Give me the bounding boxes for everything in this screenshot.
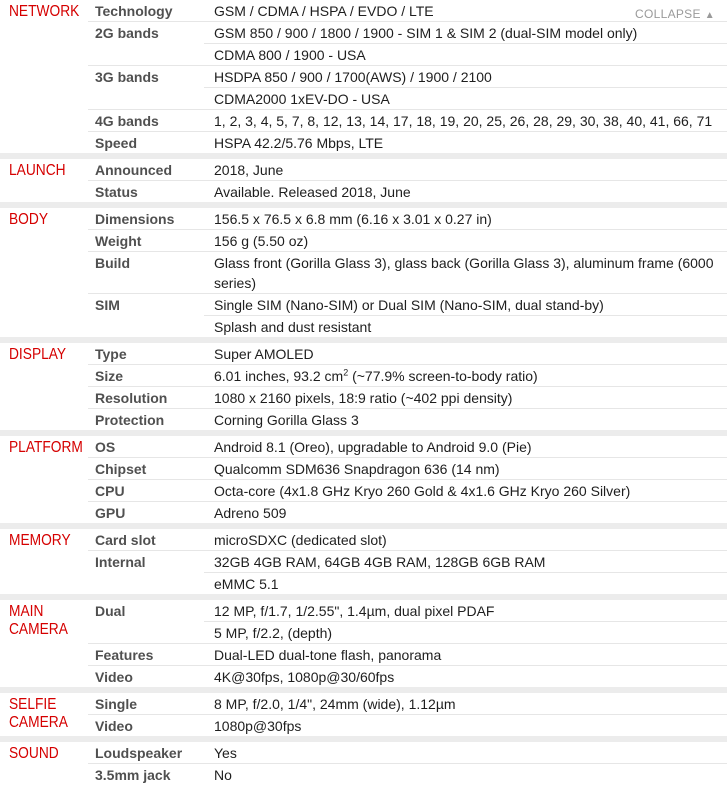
spec-value: 156.5 x 76.5 x 6.8 mm (6.16 x 3.01 x 0.27 in) [214,211,492,227]
spec-section-network [0,0,727,159]
spec-row [88,0,727,21]
spec-value: Splash and dust resistant [204,315,727,337]
spec-value: Super AMOLED [214,346,314,362]
spec-row [88,693,727,714]
spec-row [88,21,727,65]
spec-row [88,131,727,153]
spec-row [88,251,727,293]
spec-label[interactable]: Features [95,647,154,663]
spec-row [88,208,727,229]
spec-value: 5 MP, f/2.2, (depth) [204,621,727,643]
spec-rows [88,343,727,430]
spec-value: Available. Released 2018, June [214,184,411,200]
spec-value: GSM 850 / 900 / 1800 / 1900 - SIM 1 & SIM 2 (dual-SIM model only) [214,25,638,41]
section-title[interactable]: BODY [9,211,48,228]
spec-row [88,364,727,386]
spec-section-sound [0,742,727,785]
spec-values [204,132,727,153]
spec-section-platform [0,436,727,529]
spec-label[interactable]: OS [95,439,116,455]
spec-values [204,502,727,523]
spec-rows [88,159,727,202]
spec-row [88,109,727,131]
spec-row [88,343,727,364]
spec-label[interactable]: Announced [95,162,172,178]
spec-section-memory [0,529,727,600]
spec-value: Qualcomm SDM636 Snapdragon 636 (14 nm) [214,461,500,477]
spec-label[interactable]: Technology [95,3,173,19]
spec-row [88,600,727,643]
spec-rows [88,436,727,523]
spec-values [204,230,727,251]
spec-values [204,365,727,386]
spec-values [204,159,727,180]
spec-rows [88,742,727,785]
spec-label[interactable]: Single [95,696,138,712]
spec-values [204,110,727,131]
spec-values [204,666,727,687]
spec-label[interactable]: Status [95,184,138,200]
spec-label[interactable]: Resolution [95,390,168,406]
spec-label[interactable]: Video [95,718,133,734]
spec-value: 2018, June [214,162,284,178]
spec-row [88,229,727,251]
spec-label[interactable]: 3.5mm jack [95,767,171,783]
spec-value: Adreno 509 [214,505,287,521]
spec-section-selfie-camera [0,693,727,742]
spec-label[interactable]: Dimensions [95,211,175,227]
spec-section-body [0,208,727,343]
spec-label[interactable]: Internal [95,554,146,570]
spec-value: HSDPA 850 / 900 / 1700(AWS) / 1900 / 2100 [214,69,492,85]
section-title[interactable]: MAIN CAMERA [9,603,68,638]
spec-row [88,386,727,408]
chevron-up-icon: ▲ [704,10,715,21]
spec-row [88,293,727,337]
spec-value: 32GB 4GB RAM, 64GB 4GB RAM, 128GB 6GB RAM [214,554,546,570]
spec-values [204,551,727,594]
section-title[interactable]: PLATFORM [9,439,83,456]
spec-values [204,644,727,665]
spec-rows [88,600,727,687]
spec-label[interactable]: Type [95,346,127,362]
spec-values [204,294,727,337]
spec-row [88,408,727,430]
section-title[interactable]: SELFIE CAMERA [9,696,68,731]
spec-label[interactable]: 2G bands [95,25,159,41]
spec-row [88,550,727,594]
spec-value: 8 MP, f/2.0, 1/4", 24mm (wide), 1.12µm [214,696,456,712]
spec-value: GSM / CDMA / HSPA / EVDO / LTE [214,3,434,19]
spec-label[interactable]: CPU [95,483,125,499]
spec-value: CDMA2000 1xEV-DO - USA [204,87,727,109]
spec-values [204,343,727,364]
section-title[interactable]: DISPLAY [9,346,67,363]
spec-values [204,600,727,643]
spec-row [88,180,727,202]
spec-values [204,715,727,736]
spec-values [204,66,727,109]
spec-row [88,479,727,501]
spec-label[interactable]: Build [95,255,130,271]
spec-row [88,436,727,457]
section-title[interactable]: NETWORK [9,3,80,20]
spec-value: Octa-core (4x1.8 GHz Kryo 260 Gold & 4x1.6 GHz Kryo 260 Silver) [214,483,631,499]
spec-rows [88,0,727,153]
spec-label[interactable]: GPU [95,505,126,521]
spec-values [204,409,727,430]
spec-row [88,65,727,109]
spec-value: 4K@30fps, 1080p@30/60fps [214,669,395,685]
spec-row [88,457,727,479]
spec-values [204,436,727,457]
spec-values [204,480,727,501]
spec-rows [88,208,727,337]
collapse-label: COLLAPSE [635,7,701,21]
spec-values [204,764,727,785]
spec-values [204,458,727,479]
spec-rows [88,693,727,736]
spec-section-display [0,343,727,436]
spec-row [88,643,727,665]
superscript: 2 [343,367,349,378]
spec-row [88,529,727,550]
spec-values [204,208,727,229]
spec-value: Yes [214,745,237,761]
spec-value: No [214,767,232,783]
spec-label[interactable]: Protection [95,412,165,428]
spec-value: eMMC 5.1 [204,572,727,594]
spec-row [88,742,727,763]
spec-value: 156 g (5.50 oz) [214,233,309,249]
spec-value: Dual-LED dual-tone flash, panorama [214,647,442,663]
spec-value: Glass front (Gorilla Glass 3), glass back (Gorilla Glass 3), aluminum frame (6000 series) [214,255,714,291]
spec-value: 1080p@30fps [214,718,302,734]
spec-value: Corning Gorilla Glass 3 [214,412,359,428]
spec-values [204,693,727,714]
spec-value: 12 MP, f/1.7, 1/2.55", 1.4µm, dual pixel PDAF [214,603,495,619]
spec-row [88,501,727,523]
spec-section-launch [0,159,727,208]
spec-value: microSDXC (dedicated slot) [214,532,387,548]
spec-values [204,181,727,202]
spec-value: Single SIM (Nano-SIM) or Dual SIM (Nano-SIM, dual stand-by) [214,297,604,313]
spec-row [88,763,727,785]
spec-value: HSPA 42.2/5.76 Mbps, LTE [214,135,384,151]
spec-values [204,387,727,408]
spec-row [88,714,727,736]
spec-label[interactable]: Weight [95,233,142,249]
spec-label[interactable]: Chipset [95,461,147,477]
spec-values [204,252,727,293]
spec-label[interactable]: Size [95,368,124,384]
spec-values [204,22,727,65]
spec-value: CDMA 800 / 1900 - USA [204,43,727,65]
spec-value: Android 8.1 (Oreo), upgradable to Android 9.0 (Pie) [214,439,532,455]
spec-label[interactable]: Video [95,669,133,685]
spec-section-main-camera [0,600,727,693]
spec-label[interactable]: Speed [95,135,138,151]
spec-row [88,665,727,687]
spec-values [204,0,727,21]
spec-label[interactable]: Card slot [95,532,156,548]
spec-label[interactable]: Loudspeaker [95,745,183,761]
spec-label[interactable]: 4G bands [95,113,159,129]
section-title[interactable]: LAUNCH [9,162,66,179]
section-title[interactable]: SOUND [9,745,59,762]
spec-row [88,159,727,180]
spec-value: 1, 2, 3, 4, 5, 7, 8, 12, 13, 14, 17, 18, 19, 20, 25, 26, 28, 29, 30, 38, 40, 41, 66, 71 [214,113,713,129]
spec-values [204,529,727,550]
spec-label[interactable]: Dual [95,603,126,619]
spec-value: 6.01 inches, 93.2 $cm^2$ (~77.9% screen-to-body ratio) [214,367,538,384]
spec-label[interactable]: SIM [95,297,120,313]
spec-rows [88,529,727,594]
spec-values [204,742,727,763]
spec-value: 1080 x 2160 pixels, 18:9 ratio (~402 ppi density) [214,390,513,406]
spec-label[interactable]: 3G bands [95,69,159,85]
section-title[interactable]: MEMORY [9,532,71,549]
